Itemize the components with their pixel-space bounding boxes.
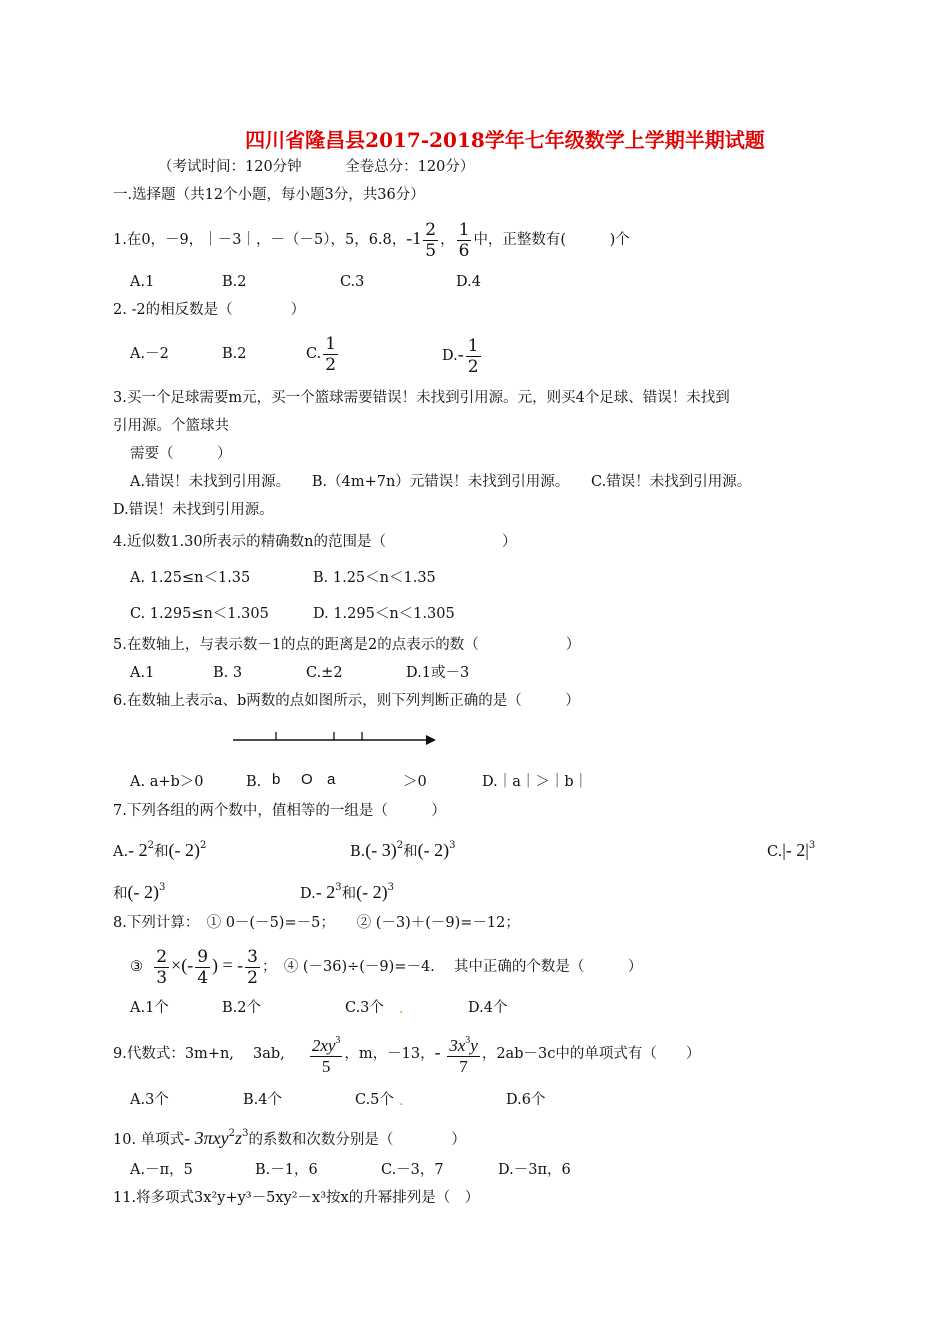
q7-option-a: A.- $2^2$和(- 2)$^2$ bbox=[113, 840, 207, 860]
question-1: 1.在0，－9，｜－3｜，－（－5），5，6.8，-1 $\frac{2}{5}$ ， $\frac{1}{6}$ 中，正整数有( )个 bbox=[113, 219, 630, 261]
q2-option-c: C. $\frac{1}{2}$ bbox=[306, 333, 337, 375]
q4-option-c: C. 1.295≤n＜1.305 bbox=[130, 606, 269, 622]
section-heading: 一.选择题（共12个小题，每小题3分，共36分） bbox=[113, 187, 425, 203]
stray-dot-icon: . bbox=[399, 1001, 404, 1017]
question-9: 9.代数式：3m+n, 3ab, $\frac{2xy^3}{5}$ ，m，－13，- $\frac{3x^3y}{7}$ ，2ab－3c中的单项式有（ ） bbox=[113, 1030, 700, 1077]
document-title: 四川省隆昌县2017-2018学年七年级数学上学期半期试题 bbox=[245, 128, 765, 152]
fraction: $\frac{2xy^3}{5}$ bbox=[310, 1031, 343, 1077]
question-7: 7.下列各组的两个数中，值相等的一组是（ ） bbox=[113, 803, 446, 819]
q7-option-b: B.(- 3)$^2$和(- 2)$^3$ bbox=[350, 840, 456, 860]
q8-option-c: C.3个 bbox=[345, 1000, 384, 1016]
q6-option-b: B. bbox=[246, 774, 262, 790]
q5-option-a: A.1 bbox=[130, 665, 155, 681]
q6-option-d: D.｜a｜＞｜b｜ bbox=[482, 774, 589, 790]
q4-option-d: D. 1.295＜n＜1.305 bbox=[313, 606, 455, 622]
question-3-line-3: 需要（ ） bbox=[130, 446, 232, 462]
question-4: 4.近似数1.30所表示的精确数n的范围是（ ） bbox=[113, 534, 517, 550]
q2-option-b: B.2 bbox=[222, 346, 247, 362]
q2-option-d: D.- $\frac{1}{2}$ bbox=[442, 335, 479, 377]
q8-option-b: B.2个 bbox=[222, 1000, 261, 1016]
exam-info: （考试时间：120分钟 全卷总分：120分） bbox=[158, 159, 475, 175]
fraction: $\frac{3}{2}$ bbox=[247, 946, 258, 988]
q1-option-a: A.1 bbox=[130, 274, 155, 290]
q7-option-d: D.- $2^3$和(- 2)$^3$ bbox=[300, 882, 394, 902]
q9-option-c: C.5个 bbox=[355, 1092, 394, 1108]
q1-option-c: C.3 bbox=[340, 274, 365, 290]
q6-option-a: A. a+b＞0 bbox=[130, 774, 204, 790]
q8-option-a: A.1个 bbox=[130, 1000, 169, 1016]
question-11: 11.将多项式3x²y+y³－5xy²－x³按x的升幂排列是（ ） bbox=[113, 1190, 480, 1206]
label-o: O bbox=[301, 771, 313, 788]
q1-text-end: 中，正整数有( )个 bbox=[473, 232, 630, 248]
q1-option-d: D.4 bbox=[456, 274, 481, 290]
q7-option-c: C.|- $2|^3$ bbox=[767, 840, 816, 860]
question-3-line-2: 引用源。个篮球共 bbox=[113, 418, 229, 434]
question-8-line-1: 8.下列计算： ① 0－(－5)=－5； ② (－3)＋(－9)=－12； bbox=[113, 915, 520, 931]
question-10: 10. 单项式- $3\pi xy^2z^3$的系数和次数分别是（ ） bbox=[113, 1128, 466, 1148]
number-line bbox=[230, 728, 440, 750]
stray-dot-icon: . bbox=[399, 1093, 404, 1109]
q10-option-a: A.－π，5 bbox=[130, 1162, 193, 1178]
fraction: $\frac{1}{6}$ bbox=[458, 219, 470, 261]
q4-option-b: B. 1.25＜n＜1.35 bbox=[313, 570, 436, 586]
question-5: 5.在数轴上，与表示数－1的点的距离是2的点表示的数（ ） bbox=[113, 637, 581, 653]
fraction: $\frac{9}{4}$ bbox=[197, 946, 209, 988]
fraction: $\frac{2}{5}$ bbox=[425, 219, 437, 261]
fraction: $\frac{2}{3}$ bbox=[156, 946, 168, 988]
q2-option-a: A.－2 bbox=[130, 346, 169, 362]
label-a: a bbox=[327, 771, 336, 788]
fraction: $\frac{1}{2}$ bbox=[467, 335, 479, 377]
fraction: $\frac{1}{2}$ bbox=[325, 333, 337, 375]
q3-option-d: D.错误！未找到引用源。 bbox=[113, 502, 274, 518]
q4-option-a: A. 1.25≤n＜1.35 bbox=[130, 570, 251, 586]
q10-option-c: C.－3，7 bbox=[381, 1162, 444, 1178]
q3-options: A.错误！未找到引用源。 B.（4m+7n）元错误！未找到引用源。 C.错误！未找到引用源。 bbox=[130, 474, 752, 490]
label-b: b bbox=[272, 771, 281, 788]
q10-option-b: B.－1，6 bbox=[255, 1162, 318, 1178]
q8-option-d: D.4个 bbox=[468, 1000, 508, 1016]
q10-option-d: D.－3π，6 bbox=[498, 1162, 571, 1178]
q1-text: 1.在0，－9，｜－3｜，－（－5），5，6.8， bbox=[113, 232, 407, 248]
q6-option-c: ＞0 bbox=[403, 774, 427, 790]
question-6: 6.在数轴上表示a、b两数的点如图所示，则下列判断正确的是（ ） bbox=[113, 693, 580, 709]
q5-option-d: D.1或－3 bbox=[406, 665, 470, 681]
q5-option-b: B. 3 bbox=[213, 665, 243, 681]
fraction: $\frac{3x^3y}{7}$ bbox=[447, 1031, 480, 1077]
question-3-line-1: 3.买一个足球需要m元，买一个篮球需要错误！未找到引用源。元，则买4个足球、错误！未找到 bbox=[113, 390, 730, 406]
q1-option-b: B.2 bbox=[222, 274, 247, 290]
q9-option-d: D.6个 bbox=[506, 1092, 546, 1108]
q7-option-c-cont: 和(- 2)$^3$ bbox=[113, 882, 166, 902]
mixed-number-whole: -1 bbox=[406, 228, 422, 248]
q9-option-a: A.3个 bbox=[130, 1092, 169, 1108]
question-8-line-2: ③ $\frac{2}{3}$ ×(- $\frac{9}{4}$ ) = - $\frac{3}{2}$ ； ④ (－36)÷(－9)=－4. 其中正确的个数是（ ） bbox=[130, 946, 643, 988]
q9-option-b: B.4个 bbox=[243, 1092, 282, 1108]
arrow-head-icon bbox=[426, 735, 436, 745]
q5-option-c: C.±2 bbox=[306, 665, 343, 681]
question-2: 2. -2的相反数是（ ） bbox=[113, 302, 306, 318]
